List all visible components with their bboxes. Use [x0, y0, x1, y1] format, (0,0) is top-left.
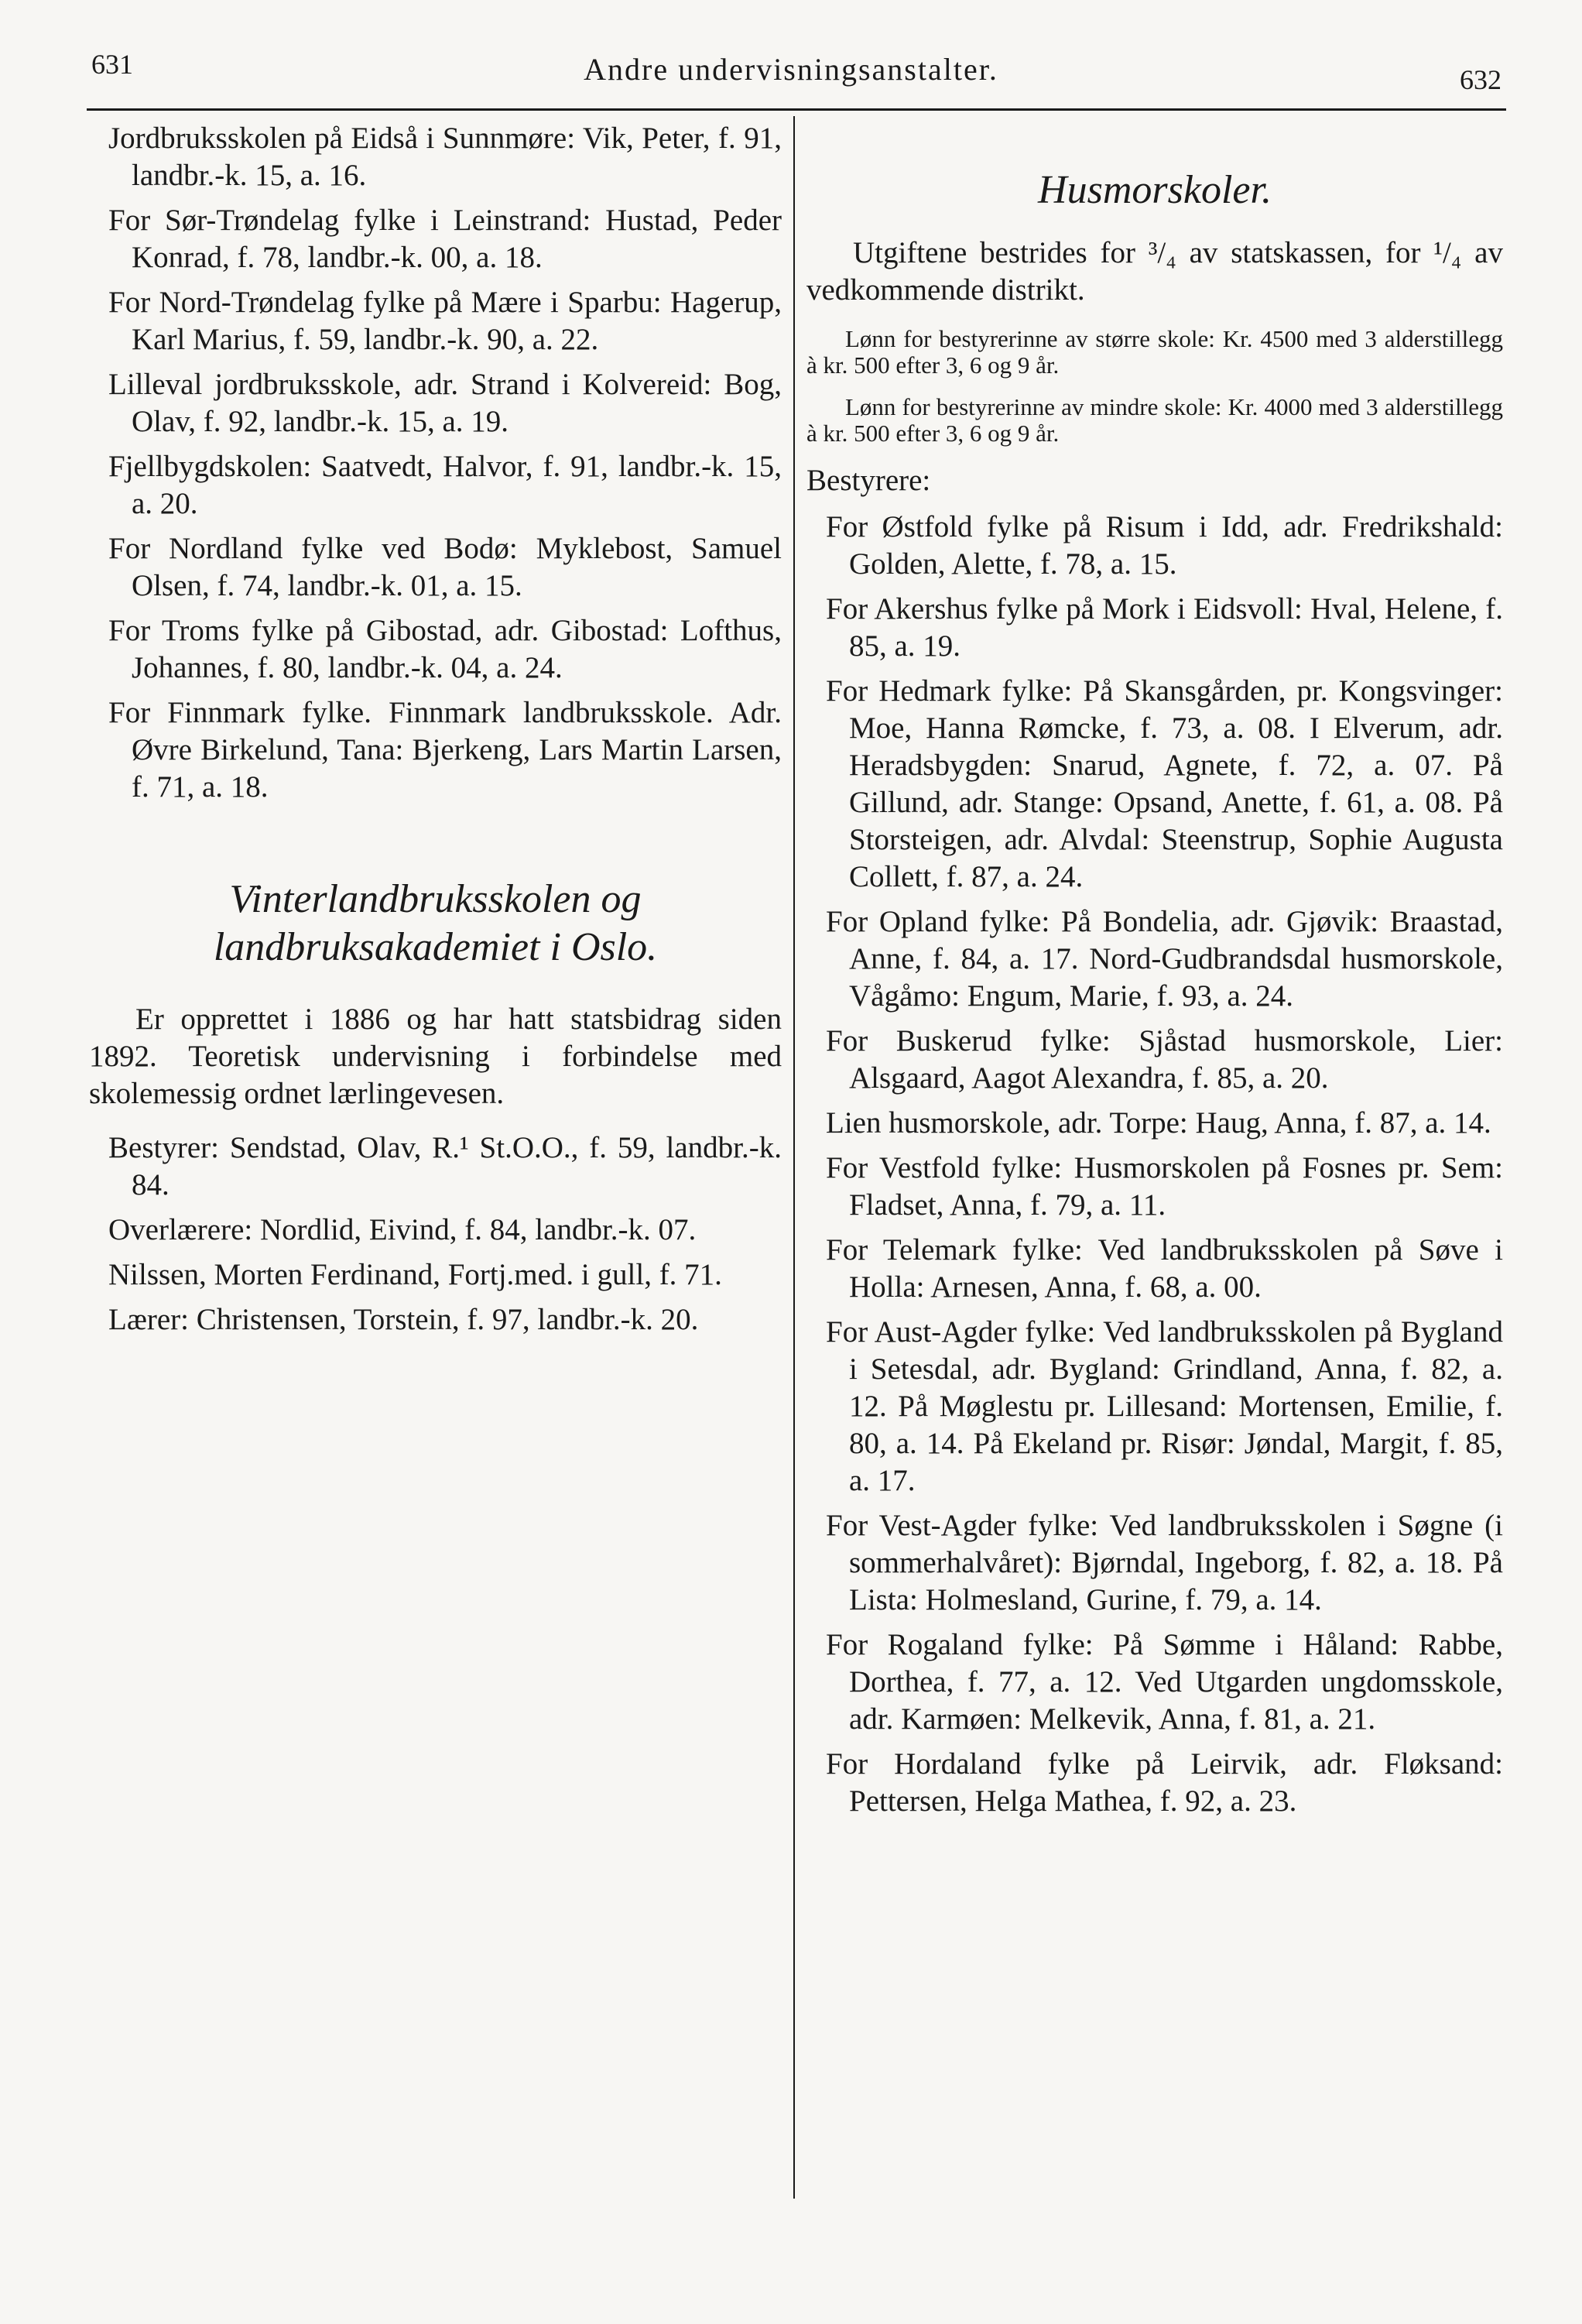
running-title: Andre undervisningsanstalter.: [584, 52, 998, 87]
page-number-left: 631: [91, 49, 133, 80]
section-title-husmorskoler: Husmorskoler.: [1038, 168, 1272, 212]
section-intro: Er opprettet i 1886 og har hatt statsbidrag siden 1892. Teoretisk undervisning i forbindelse med skolemessig ordnet lærlingevesen.: [89, 1003, 782, 1110]
entry-rogaland: For Rogaland fylke: På Sømme i Håland: Rabbe, Dorthea, f. 77, a. 12. Ved Utgarden ungdomsskole, adr. Karmøen: Melkevik, Anna, f. 81, a. 21.: [826, 1628, 1503, 1736]
entry-aust-agder: For Aust-Agder fylke: Ved landbruksskolen på Bygland i Setesdal, adr. Bygland: Grindland, Anna, f. 82, a. 12. På Møglestu pr. Lillesand: Mortensen, Emilie, f. 80, a. 14. På Ekeland pr. Risør: Jøndal, Margit, f. 85, a. 17.: [826, 1315, 1503, 1497]
entry-fjellbygd: Fjellbygdskolen: Saatvedt, Halvor, f. 91, landbr.-k. 15, a. 20.: [108, 450, 782, 520]
salary-small-school: Lønn for bestyrerinne av mindre skole: Kr. 4000 med 3 alderstillegg à kr. 500 efter 3, 6 og 9 år.: [806, 393, 1503, 447]
entry-eidsa: Jordbruksskolen på Eidså i Sunnmøre: Vik, Peter, f. 91, landbr.-k. 15, a. 16.: [108, 122, 782, 192]
entry-vest-agder: For Vest-Agder fylke: Ved landbruksskolen i Søgne (i sommerhalvåret): Bjørndal, Ingeborg, f. 82, a. 18. På Lista: Holmesland, Gurine, f. 79, a. 14.: [826, 1509, 1503, 1616]
entry-vestfold: For Vestfold fylke: Husmorskolen på Fosnes pr. Sem: Fladset, Anna, f. 79, a. 11.: [826, 1151, 1503, 1222]
section-title-vinterlandbruk: Vinterlandbruksskolen og landbruksakademiet i Oslo.: [213, 877, 658, 969]
entry-finnmark: For Finnmark fylke. Finnmark landbruksskole. Adr. Øvre Birkelund, Tana: Bjerkeng, Lars Martin Larsen, f. 71, a. 18.: [108, 696, 782, 804]
staff-overlaerer-2: Nilssen, Morten Ferdinand, Fortj.med. i gull, f. 71.: [108, 1258, 722, 1291]
salary-large-school: Lønn for bestyrerinne av større skole: Kr. 4500 med 3 alderstillegg à kr. 500 efter 3, 6 og 9 år.: [806, 325, 1503, 379]
entry-nordland: For Nordland fylke ved Bodø: Myklebost, Samuel Olsen, f. 74, landbr.-k. 01, a. 15.: [108, 532, 782, 602]
entry-hordaland: For Hordaland fylke på Leirvik, adr. Fløksand: Pettersen, Helga Mathea, f. 92, a. 23.: [826, 1747, 1503, 1818]
entry-akershus: For Akershus fylke på Mork i Eidsvoll: Hval, Helene, f. 85, a. 19.: [826, 592, 1503, 663]
staff-overlaerer: Overlærere: Nordlid, Eivind, f. 84, landbr.-k. 07.: [108, 1213, 697, 1246]
header-rule: [87, 108, 1506, 111]
entry-nord-trondelag: For Nord-Trøndelag fylke på Mære i Sparbu: Hagerup, Karl Marius, f. 59, landbr.-k. 90, a. 22.: [108, 286, 782, 356]
entry-hedmark: For Hedmark fylke: På Skansgården, pr. Kongsvinger: Moe, Hanna Rømcke, f. 73, a. 08. I Elverum, adr. Heradsbygden: Snarud, Agnete, f. 72, a. 07. På Gillund, adr. Stange: Opsand, Anette, f. 61, a. 08. På Storsteigen, adr. Alvdal: Steenstrup, Sophie Augusta Collett, f. 87, a. 24.: [826, 674, 1503, 893]
entry-ostfold: For Østfold fylke på Risum i Idd, adr. Fredrikshald: Golden, Alette, f. 78, a. 15.: [826, 510, 1503, 581]
left-column: [89, 120, 782, 1346]
entry-opland: For Opland fylke: På Bondelia, adr. Gjøvik: Braastad, Anne, f. 84, a. 17. Nord-Gudbrandsdal husmorskole, Vågåmo: Engum, Marie, f. 93, a. 24.: [826, 905, 1503, 1013]
entry-lilleval: Lilleval jordbruksskole, adr. Strand i Kolvereid: Bog, Olav, f. 92, landbr.-k. 15, a. 19.: [108, 368, 782, 438]
bestyrere-label: Bestyrere:: [806, 464, 931, 497]
staff-bestyrer: Bestyrer: Sendstad, Olav, R.¹ St.O.O., f. 59, landbr.-k. 84.: [108, 1131, 782, 1201]
entry-buskerud: For Buskerud fylke: Sjåstad husmorskole, Lier: Alsgaard, Aagot Alexandra, f. 85, a. 20.: [826, 1024, 1503, 1095]
entry-sor-trondelag: For Sør-Trøndelag fylke i Leinstrand: Hustad, Peder Konrad, f. 78, landbr.-k. 00, a. 18.: [108, 204, 782, 274]
page-number-right: 632: [1460, 64, 1502, 95]
column-divider: [793, 116, 795, 2199]
staff-laerer: Lærer: Christensen, Torstein, f. 97, landbr.-k. 20.: [108, 1303, 699, 1336]
husmor-intro: Utgiftene bestrides for ³/₄ av statskassen, for ¹/₄ av vedkommende distrikt.: [806, 236, 1503, 307]
entry-telemark: For Telemark fylke: Ved landbruksskolen på Søve i Holla: Arnesen, Anna, f. 68, a. 00.: [826, 1233, 1503, 1304]
right-column: [806, 120, 1503, 1828]
page-header: [0, 0, 1582, 116]
entry-troms: For Troms fylke på Gibostad, adr. Gibostad: Lofthus, Johannes, f. 80, landbr.-k. 04, a. 24.: [108, 614, 782, 684]
entry-lien: Lien husmorskole, adr. Torpe: Haug, Anna, f. 87, a. 14.: [826, 1106, 1491, 1140]
